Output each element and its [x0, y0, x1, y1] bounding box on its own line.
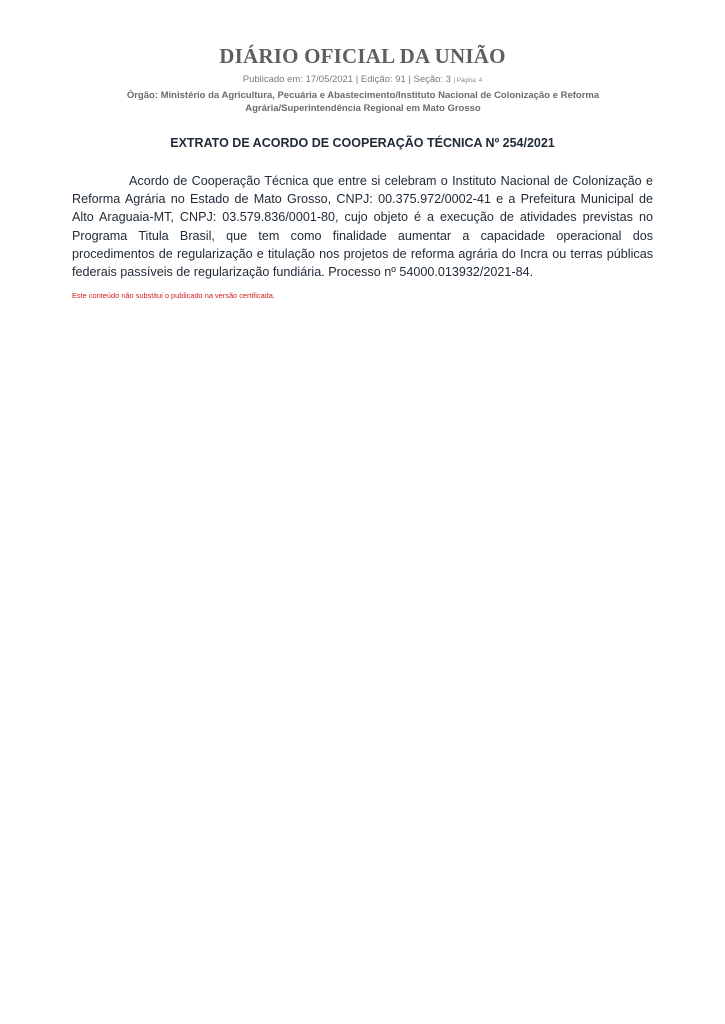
page-number: | Página: 4 — [453, 78, 483, 84]
issuing-organ: Órgão: Ministério da Agricultura, Pecuária e Abastecimento/Instituto Nacional de Colonização e Reforma Agrária/Superintendência Regional em Mato Grosso — [126, 90, 600, 114]
act-body: Acordo de Cooperação Técnica que entre si celebram o Instituto Nacional de Colonização e Reforma Agrária no Estado de Mato Grosso, CNPJ: 00.375.972/0002-41 e a Prefeitura Municipal de Alto Araguaia-MT, CNPJ: 03.579.836/0001-80, cujo objeto é a execução de atividades previstas no Programa Titula Brasil, que tem como finalidade aumentar a capacidade operacional dos procedimentos de regularização e titulação nos projetos de reforma agrária do Incra ou terras públicas federais passíveis de regularização fundiária. Processo nº 54000.013932/2021-84. — [72, 174, 653, 280]
publication-details: Publicado em: 17/05/2021 | Edição: 91 | Seção: 3 — [242, 74, 452, 85]
publication-info — [0, 74, 725, 85]
masthead-title: DIÁRIO OFICIAL DA UNIÃO — [219, 44, 506, 68]
act-title: EXTRATO DE ACORDO DE COOPERAÇÃO TÉCNICA Nº 254/2021 — [170, 136, 555, 150]
disclaimer-notice: Este conteúdo não substitui o publicado na versão certificada. — [72, 291, 275, 300]
